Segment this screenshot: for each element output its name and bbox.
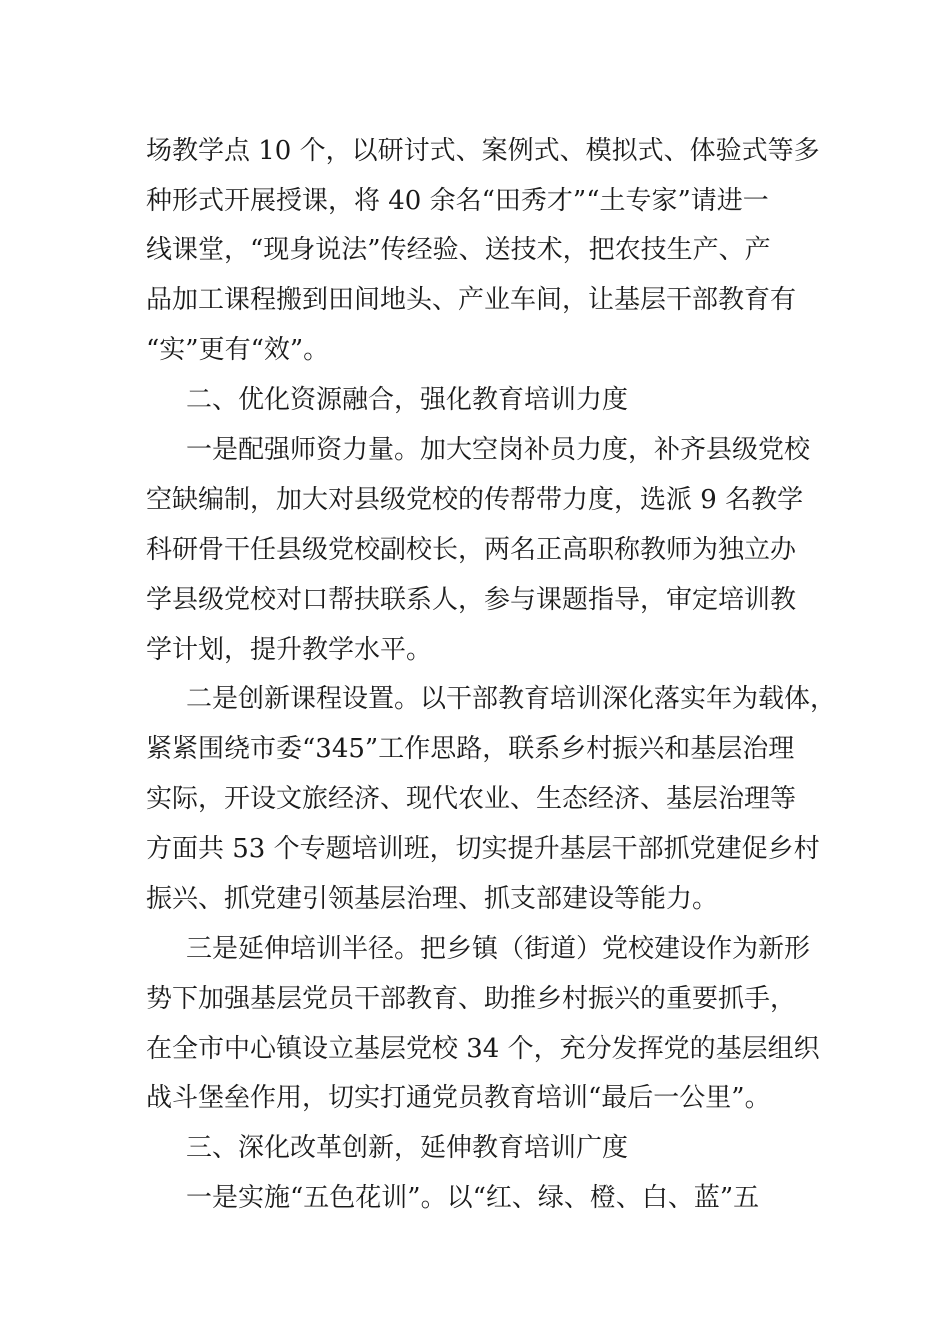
text-line: 势下加强基层党员干部教育、助推乡村振兴的重要抓手，	[146, 984, 797, 1014]
text-line: 学县级党校对口帮扶联系人，参与课题指导，审定培训教	[146, 585, 797, 615]
section-heading: 三、深化改革创新，延伸教育培训广度	[186, 1133, 629, 1163]
text-line: 紧紧围绕市委“345”工作思路，联系乡村振兴和基层治理	[146, 734, 795, 764]
text-line: 方面共 53 个专题培训班，切实提升基层干部抓党建促乡村	[146, 834, 820, 864]
text-line: 实际，开设文旅经济、现代农业、生态经济、基层治理等	[146, 784, 797, 814]
text-line: 在全市中心镇设立基层党校 34 个，充分发挥党的基层组织	[146, 1034, 820, 1064]
text-line: 战斗堡垒作用，切实打通党员教育培训“最后一公里”。	[146, 1083, 771, 1113]
text-line: 线课堂，“现身说法”传经验、送技术，把农技生产、产	[146, 235, 771, 265]
text-line: “实”更有“效”。	[146, 335, 330, 365]
paragraph-start-line: 一是实施“五色花训”。以“红、绿、橙、白、蓝”五	[186, 1183, 760, 1213]
text-line: 品加工课程搬到田间地头、产业车间，让基层干部教育有	[146, 285, 797, 315]
text-line: 种形式开展授课，将 40 余名“田秀才”“土专家”请进一	[146, 186, 769, 216]
text-line: 场教学点 10 个，以研讨式、案例式、模拟式、体验式等多	[146, 136, 820, 166]
text-line: 空缺编制，加大对县级党校的传帮带力度，选派 9 名教学	[146, 485, 804, 515]
paragraph-start-line: 三是延伸培训半径。把乡镇（街道）党校建设作为新形	[186, 934, 811, 964]
paragraph-start-line: 一是配强师资力量。加大空岗补员力度，补齐县级党校	[186, 435, 811, 465]
text-line: 科研骨干任县级党校副校长，两名正高职称教师为独立办	[146, 535, 797, 565]
text-line: 振兴、抓党建引领基层治理、抓支部建设等能力。	[146, 884, 719, 914]
section-heading: 二、优化资源融合，强化教育培训力度	[186, 385, 629, 415]
paragraph-start-line: 二是创新课程设置。以干部教育培训深化落实年为载体，	[186, 684, 837, 714]
text-line: 学计划，提升教学水平。	[146, 635, 433, 665]
